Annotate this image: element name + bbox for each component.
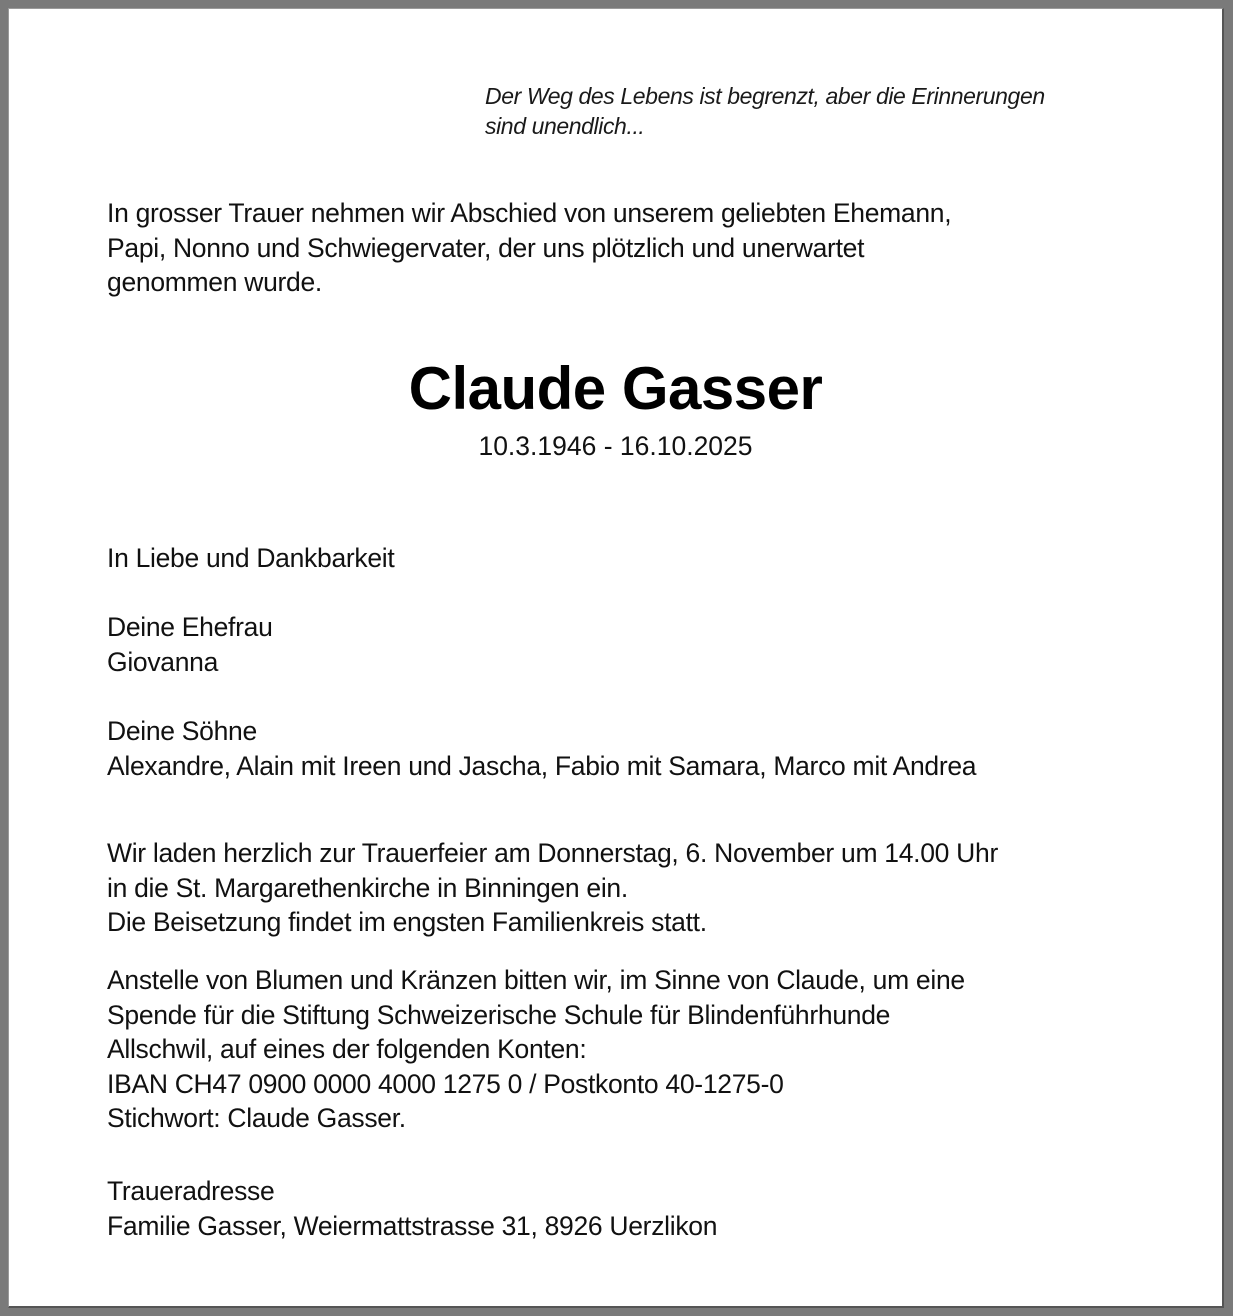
donation-paragraph xyxy=(107,963,965,1136)
donation-line: Allschwil, auf eines der folgenden Konten: xyxy=(107,1034,587,1064)
quote-line: sind unendlich... xyxy=(485,113,645,139)
closing-text: In Liebe und Dankbarkeit xyxy=(107,543,395,573)
obituary-page xyxy=(8,8,1224,1308)
intro-line: genommen wurde. xyxy=(107,267,322,297)
quote-line: Der Weg des Lebens ist begrenzt, aber die Erinnerungen xyxy=(485,83,1045,109)
closing-phrase xyxy=(107,541,394,576)
donation-line: Spende für die Stiftung Schweizerische Schule für Blindenführhunde xyxy=(107,999,891,1030)
deceased-name: Claude Gasser xyxy=(408,355,823,422)
invitation-line: in die St. Margarethenkirche in Binningen ein. xyxy=(107,872,628,903)
invitation-line: Die Beisetzung findet im engsten Familienkreis statt. xyxy=(107,907,707,937)
iban-line: IBAN CH47 0900 0000 4000 1275 0 / Postkonto 40-1275-0 xyxy=(107,1068,784,1099)
sons-names: Alexandre, Alain mit Ireen und Jascha, Fabio mit Samara, Marco mit Andrea xyxy=(107,750,977,781)
epigraph-quote xyxy=(485,81,1125,141)
donation-line: Anstelle von Blumen und Kränzen bitten wir, im Sinne von Claude, um eine xyxy=(107,965,965,995)
keyword-line: Stichwort: Claude Gasser. xyxy=(107,1103,406,1133)
address-label: Traueradresse xyxy=(107,1176,275,1206)
wife-name: Giovanna xyxy=(107,646,219,677)
address-section xyxy=(107,1174,717,1243)
intro-line: Papi, Nonno und Schwiegervater, der uns plötzlich und unerwartet xyxy=(107,232,865,263)
invitation-paragraph xyxy=(107,836,998,940)
invitation-line: Wir laden herzlich zur Trauerfeier am Donnerstag, 6. November um 14.00 Uhr xyxy=(107,838,998,868)
life-dates: 10.3.1946 - 16.10.2025 xyxy=(478,431,753,461)
wife-section xyxy=(107,610,273,679)
wife-label: Deine Ehefrau xyxy=(107,612,273,642)
sons-section xyxy=(107,714,976,783)
address-value: Familie Gasser, Weiermattstrasse 31, 8926 Uerzlikon xyxy=(107,1210,718,1241)
sons-label: Deine Söhne xyxy=(107,716,257,746)
intro-paragraph xyxy=(107,196,1137,300)
intro-line: In grosser Trauer nehmen wir Abschied von unserem geliebten Ehemann, xyxy=(107,198,952,228)
